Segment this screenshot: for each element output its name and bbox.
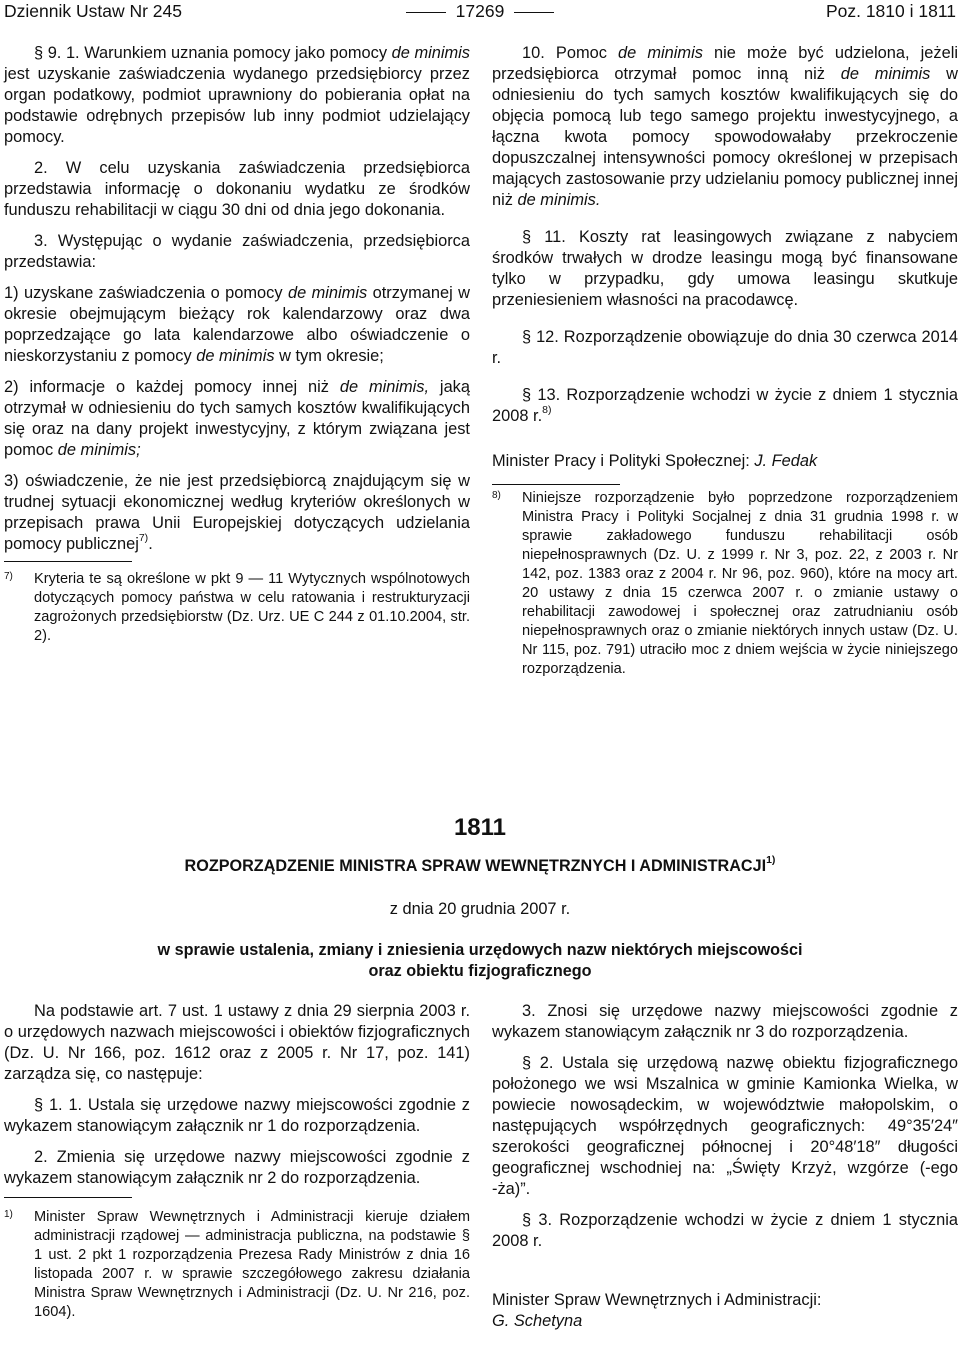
bottom-left-column (4, 1001, 470, 1322)
dash-left (406, 12, 446, 13)
list-item-1: 1) uzyskane zaświadczenia o pomocy de minimis otrzymanej w okresie obejmującym bieżący rok kalendarzowy oraz dwa poprzedzające go lata kalendarzowe albo oświadczenie o nieskorzystaniu z pomocy de minimis w tym okresie; (4, 284, 470, 365)
section-1-1: § 1. 1. Ustala się urzędowe nazwy miejscowości zgodnie z wykazem stanowiącym załącznik nr 1 do rozporządzenia. (4, 1096, 470, 1135)
paragraph-9-10: 10. Pomoc de minimis nie może być udzielona, jeżeli przedsiębiorca otrzymał pomoc inną niż de minimis w odniesieniu do tych samych kosztów kwalifikujących się do objęcia pomocą lub tego samego projektu inwestycyjnego, a łączna kwota pomocy spowodowałaby przekroczenie dopuszczalnej intensywności pomocy określonej w przepisach mających zastosowanie przy udzielaniu pomocy publicznej innej niż de minimis. (492, 44, 959, 209)
signature-name-schetyna: G. Schetyna (492, 1312, 583, 1330)
footnote-rule (4, 561, 132, 562)
list-item-2: 2) informacje o każdej pomocy innej niż de minimis, jaką otrzymał w odniesieniu do tych samych kosztów kwalifikujących się oraz na dany projekt inwestycyjny, z którym związana jest pomoc de minimis; (4, 378, 470, 459)
list-item-3: 3) oświadczenie, że nie jest przedsiębiorcą znajdującym się w trudnej sytuacji ekonomicznej według kryteriów określonych w przepisach prawa Unii Europejskiej dotyczących udzielania pomocy publicznej$^{7)}$. (4, 472, 470, 553)
signature-fedak: Minister Pracy i Polityki Społecznej: J. Fedak (492, 452, 818, 470)
paragraph-9-2: 2. W celu uzyskania zaświadczenia przedsiębiorca przedstawia informację o dokonaniu wydatku ze środków funduszu rehabilitacji w ciągu 30 dni od dnia jego dokonania. (4, 159, 470, 219)
regulation-date: z dnia 20 grudnia 2007 r. (389, 900, 571, 918)
paragraph-11: § 11. Koszty rat leasingowych związane z nabyciem środków trwałych w drodze leasingu mogą być finansowane tylko w przypadku, gdy umowa leasingu skutkuje przeniesieniem własności na pracodawcę. (492, 228, 958, 309)
requirements-list (4, 283, 470, 555)
regulation-title: ROZPORZĄDZENIE MINISTRA SPRAW WEWNĘTRZNYCH I ADMINISTRACJI$^{1)}$ (184, 854, 776, 875)
page-number-block (4, 0, 956, 22)
paragraph-9-1: § 9. 1. Warunkiem uznania pomocy jako pomocy de minimis jest uzyskanie zaświadczenia wydanego przedsiębiorcy przez organ podatkowy, podmiot uprawniony do pobierania opłat na podstawie odrębnych przepisów lub inny podmiot udzielający pomocy. (4, 44, 470, 146)
regulation-subject-line-2: oraz obiektu fizjograficznego (368, 962, 592, 980)
footnote-1: 1) Minister Spraw Wewnętrznych i Administracji kieruje działem administracji rządowej — administracja publiczna, na podstawie § 1 ust. 2 pkt 1 rozporządzenia Prezesa Rady Ministrów z dnia 16 listopada 2007 r. w sprawie szczegółowego zakresu działania Ministra Spraw Wewnętrznych i Administracji (Dz. U. Nr 216, poz. 1604). (4, 1209, 470, 1320)
footnote-rule (4, 1197, 132, 1198)
paragraph-9-3: 3. Występując o wydanie zaświadczenia, przedsiębiorca przedstawia: (4, 232, 470, 271)
journal-title: Dziennik Ustaw Nr 245 (4, 1, 182, 21)
footnote-rule (492, 484, 620, 485)
intro-paragraph: Na podstawie art. 7 ust. 1 ustawy z dnia 29 sierpnia 2003 r. o urzędowych nazwach miejscowości i obiektów fizjograficznych (Dz. U. Nr 166, poz. 1612 oraz z 2005 r. Nr 17, poz. 141) zarządza się, co następuje: (4, 1002, 470, 1083)
section-2: § 2. Ustala się urzędową nazwę obiektu fizjograficznego położonego we wsi Mszalnica w gminie Kamionka Wielka, w powiecie nowosądeckim, w województwie małopolskim, o następujących współrzędnych geograficznych: 49°35′24″ szerokości geograficznej północnej i 20°48′18″ długości geograficznej wschodniej na: „Święty Krzyż, wzgórze (-ego -ża)”. (492, 1054, 958, 1198)
top-right-column (492, 43, 958, 679)
page-header (4, 0, 956, 24)
section-1-3: 3. Znosi się urzędowe nazwy miejscowości zgodnie z wykazem stanowiącym załącznik nr 3 do rozporządzenia. (492, 1002, 958, 1041)
dash-right (514, 12, 554, 13)
paragraph-12: § 12. Rozporządzenie obowiązuje do dnia 30 czerwca 2014 r. (492, 328, 958, 367)
footnote-8: 8) Niniejsze rozporządzenie było poprzedzone rozporządzeniem Ministra Pracy i Polityki Socjalnej z dnia 31 grudnia 1998 r. w sprawie zakładowego funduszu rehabilitacji osób niepełnosprawnych (Dz. U. z 1999 r. Nr 3, poz. 22, z 2003 r. Nr 142, poz. 1383 oraz z 2004 r. Nr 96, poz. 960), które na mocy art. 20 ustawy z dnia 15 czerwca 2007 r. o zmianie ustawy o rehabilitacji zawodowej i społecznej oraz zatrudnianiu osób niepełnosprawnych oraz o zmianie niektórych innych ustaw (Dz. U. Nr 115, poz. 791) utraciło moc z dniem wejścia w życie niniejszego rozporządzenia. (492, 490, 958, 677)
top-left-column (4, 43, 470, 646)
section-1-2: 2. Zmienia się urzędowe nazwy miejscowości zgodnie z wykazem stanowiącym załącznik nr 2 do rozporządzenia. (4, 1148, 470, 1187)
paragraph-13: § 13. Rozporządzenie wchodzi w życie z dniem 1 stycznia 2008 r.$^{8)}$ (492, 386, 958, 425)
bottom-right-column (492, 1001, 958, 1332)
regulation-subject-line-1: w sprawie ustalenia, zmiany i zniesienia urzędowych nazw niektórych miejscowości (157, 941, 803, 959)
position-ref: Poz. 1810 i 1811 (825, 1, 956, 21)
signature-title-schetyna: Minister Spraw Wewnętrznych i Administracji: (492, 1291, 822, 1309)
footnote-7: 7) Kryteria te są określone w pkt 9 — 11 Wytycznych wspólnotowych dotyczących pomocy państwa w celu ratowania i restrukturyzacji zagrożonych przedsiębiorstw (Dz. Urz. UE C 244 z 01.10.2004, str. 2). (4, 571, 470, 644)
section-3: § 3. Rozporządzenie wchodzi w życie z dniem 1 stycznia 2008 r. (492, 1211, 958, 1250)
regulation-number: 1811 (453, 814, 507, 841)
page-number: 17269 (455, 1, 505, 21)
